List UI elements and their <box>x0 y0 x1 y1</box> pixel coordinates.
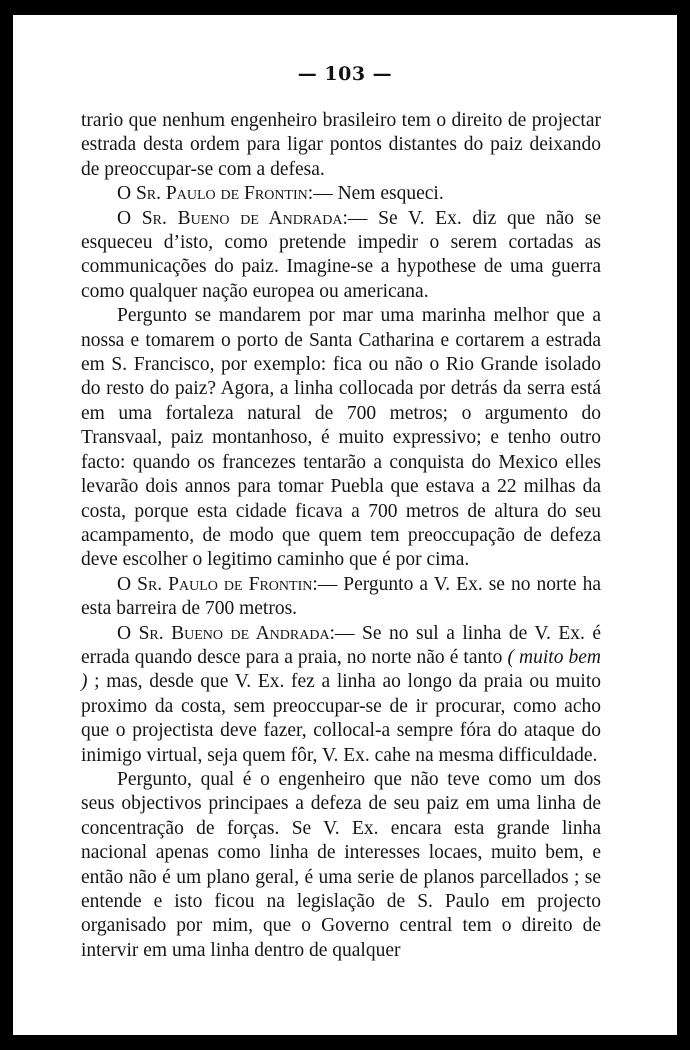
paragraph-andrada-reply <box>81 622 601 768</box>
paragraph-andrada-speech <box>81 207 601 305</box>
paragraph-continuation: trario que nenhum engenheiro brasileiro tem o direito de projectar estrada desta ordem para ligar pontos distantes do paiz deixando de preoccupar-se com a defesa. <box>81 110 601 180</box>
speech-text: — Pergunto a V. Ex. se no norte ha esta barreira de 700 metros. <box>81 573 601 620</box>
speaker-name: O Sr. Bueno de Andrada: <box>117 207 348 229</box>
book-page <box>13 15 677 1035</box>
paragraph-final: Pergunto, qual é o engenheiro que não teve como um dos seus objectivos principaes a defeza de seu paiz em uma linha de concentração de forças. Se V. Ex. encara esta grande linha nacional apenas como linha de interesses locaes, muito bem, e então não é um plano geral, é uma serie de planos parcellados ; se entende e isto ficou na legislação de S. Paulo em projecto organisado por mim, que o Governo central tem o direito de intervir em uma linha dentro de qualquer <box>81 768 601 961</box>
paragraph-frontin-question <box>81 573 601 622</box>
speech-text: — Nem esqueci. <box>313 183 444 205</box>
aside-remark: ( muito bem ) <box>81 646 601 693</box>
speaker-name: O Sr. Paulo de Frontin: <box>117 183 314 205</box>
speech-text-continued: ; mas, desde que V. Ex. fez a linha ao longo da praia ou muito proximo da costa, sem preoccupar-se de ir procurar, como acho que o projectista deve fazer, collocal-a sempre fóra do ataque do inimigo virtual, seja quem fôr, V. Ex. cahe na mesma difficuldade. <box>81 671 601 766</box>
page-number: — 103 — <box>297 63 393 85</box>
speech-text: — Se V. Ex. diz que não se esqueceu d’isto, como pretende impedir o serem cortadas as communicações do paiz. Imagine-se a hypothese de uma guerra como qualquer nação europea ou americana. <box>81 207 601 302</box>
speech-text: — Se no sul a linha de V. Ex. é errada quando desce para a praia, no norte não é tanto <box>81 622 601 668</box>
paragraph-frontin-reply <box>81 182 601 206</box>
speaker-name: O Sr. Paulo de Frontin: <box>117 573 318 595</box>
body-text <box>81 109 601 963</box>
speaker-name: O Sr. Bueno de Andrada: <box>117 622 335 644</box>
paragraph-question: Pergunto se mandarem por mar uma marinha melhor que a nossa e tomarem o porto de Santa Catharina e cortarem a estrada em S. Francisco, por exemplo: fica ou não o Rio Grande isolado do resto do paiz? Agora, a linha collocada por detrás da serra está em uma fortaleza natural de 700 metros; o argumento do Transvaal, paiz montanhoso, é muito expressivo; e tenho outro facto: quando os francezes tentarão a conquista do Mexico elles levarão dois annos para tomar Puebla que estava a 22 milhas da costa, porque esta cidade ficava a 700 metros de altura do seu acampamento, de modo que quem tem preoccupação de defeza deve escolher o legitimo caminho que é por cima. <box>81 305 601 571</box>
